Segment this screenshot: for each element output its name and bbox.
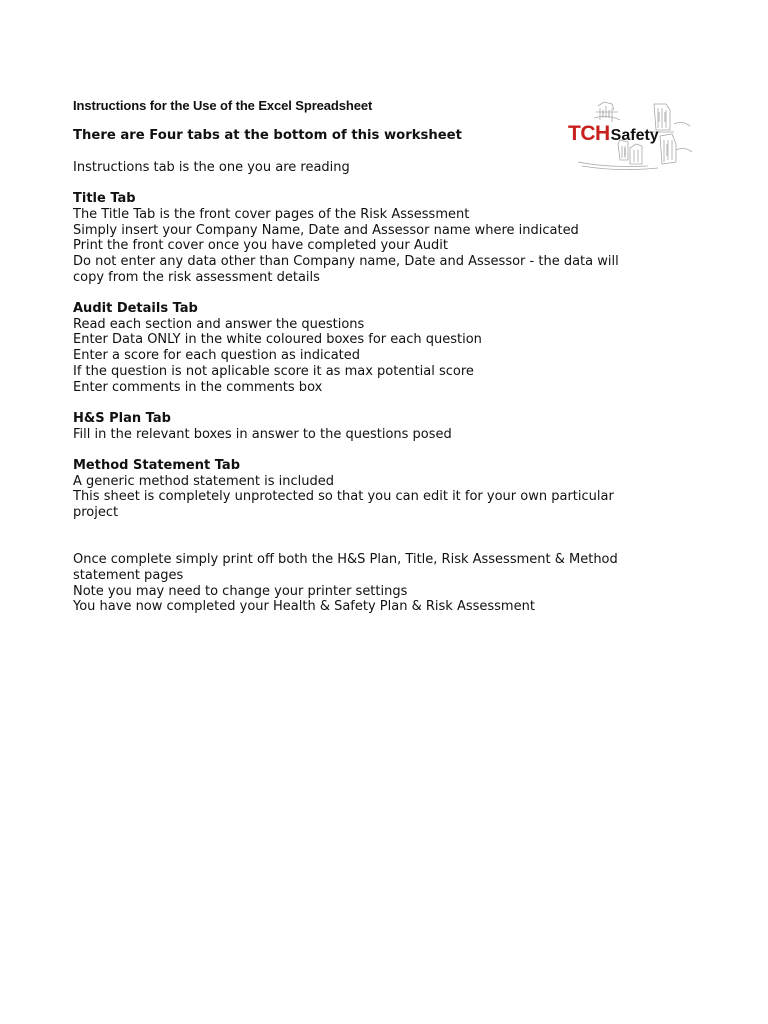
section-audit-details-tab (73, 301, 673, 395)
intro-line: There are Four tabs at the bottom of this worksheet (73, 128, 462, 143)
spacer (73, 175, 673, 191)
section-line: Read each section and answer the questions (73, 316, 365, 332)
section-line: The Title Tab is the front cover pages of the Risk Assessment (73, 206, 470, 222)
logo-suffix: Safety (610, 127, 659, 144)
instructions-line: Instructions tab is the one you are reading (73, 159, 350, 175)
closing-line: Note you may need to change your printer settings (73, 583, 408, 599)
section-line: Simply insert your Company Name, Date and Assessor name where indicated (73, 222, 579, 238)
section-heading: Audit Details Tab (73, 301, 198, 316)
section-line: Enter a score for each question as indicated (73, 348, 361, 364)
section-line: project (73, 505, 119, 521)
spacer (73, 395, 673, 411)
closing-line: Once complete simply print off both the H&S Plan, Title, Risk Assessment & Method (73, 552, 618, 568)
spacer (73, 442, 673, 458)
closing-line: You have now completed your Health & Safety Plan & Risk Assessment (73, 599, 535, 615)
section-line: Enter Data ONLY in the white coloured boxes for each question (73, 332, 482, 348)
section-line: Fill in the relevant boxes in answer to the questions posed (73, 426, 452, 442)
closing-section (73, 552, 673, 615)
logo-brand: TCH (568, 122, 610, 145)
section-title-tab (73, 191, 673, 285)
document-title: Instructions for the Use of the Excel Spreadsheet (73, 98, 373, 113)
spacer (73, 521, 673, 552)
section-heading: Title Tab (73, 191, 136, 207)
section-line: This sheet is completely unprotected so that you can edit it for your own particular (73, 489, 614, 505)
section-method-statement-tab (73, 458, 673, 521)
section-heading: H&S Plan Tab (73, 410, 171, 426)
section-line: If the question is not aplicable score it as max potential score (73, 363, 474, 379)
document-body (73, 128, 673, 615)
section-hs-plan-tab (73, 411, 673, 442)
section-heading: Method Statement Tab (73, 458, 240, 473)
section-line: copy from the risk assessment details (73, 269, 320, 285)
section-line: Do not enter any data other than Company name, Date and Assessor - the data will (73, 253, 619, 269)
section-line: Enter comments in the comments box (73, 379, 323, 395)
spacer (73, 285, 673, 301)
closing-line: statement pages (73, 567, 184, 583)
section-line: Print the front cover once you have completed your Audit (73, 238, 448, 254)
section-line: A generic method statement is included (73, 473, 335, 489)
